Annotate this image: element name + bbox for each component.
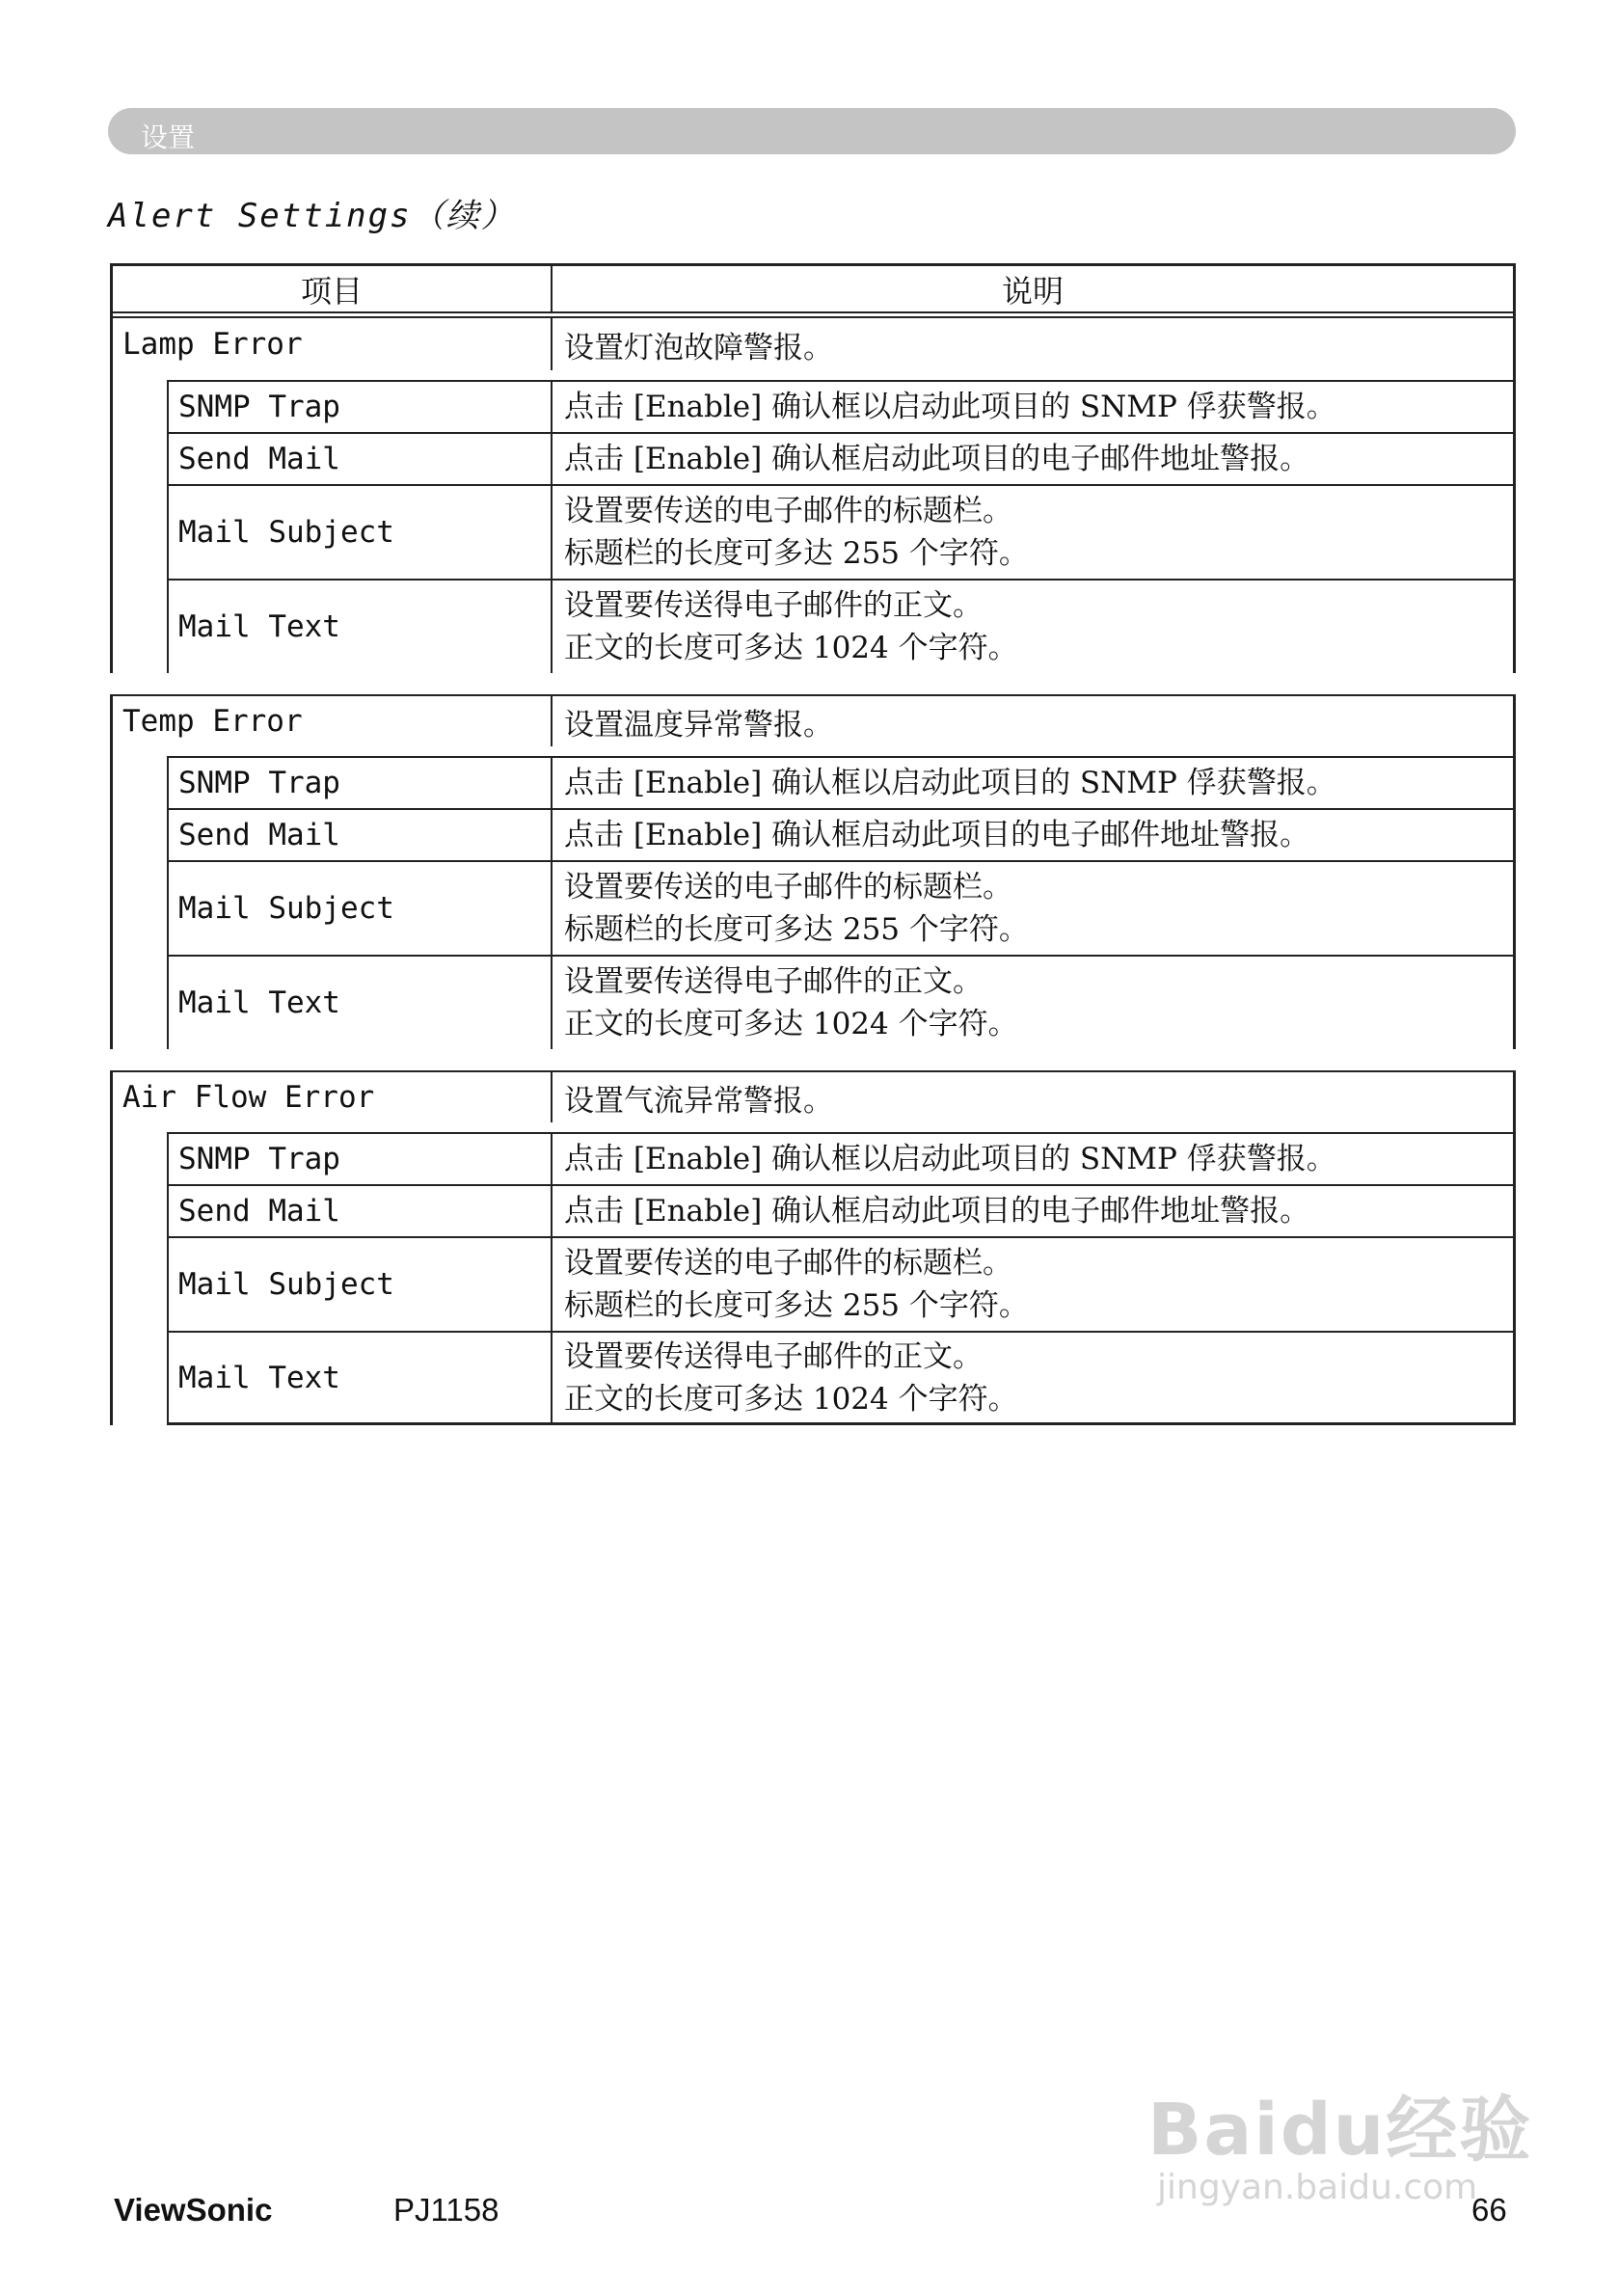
table-header — [110, 263, 1516, 311]
section-header-bar — [108, 108, 1516, 154]
row-item: Mail Text — [169, 581, 553, 673]
sub-items-block — [110, 1132, 1516, 1425]
table-row — [169, 955, 1513, 1049]
group-spacer — [110, 746, 1516, 756]
row-item: Mail Subject — [169, 486, 553, 579]
group-spacer — [110, 1122, 1516, 1132]
row-description — [553, 1333, 1513, 1422]
footer-model: PJ1158 — [393, 2192, 499, 2228]
table-row — [169, 860, 1513, 955]
watermark — [1147, 2073, 1532, 2207]
row-item: Send Mail — [169, 434, 553, 484]
group-gap — [110, 1049, 1516, 1070]
description-line: 标题栏的长度可多达 255 个字符。 — [564, 912, 1029, 947]
row-description — [553, 1238, 1513, 1331]
row-item: Send Mail — [169, 810, 553, 860]
row-item: SNMP Trap — [169, 758, 553, 808]
description-line: 点击 [Enable] 确认框启动此项目的电子邮件地址警报。 — [564, 442, 1310, 476]
row-description — [553, 581, 1513, 673]
table-body — [110, 318, 1516, 1425]
header-description: 说明 — [1001, 272, 1064, 310]
row-item: SNMP Trap — [169, 382, 553, 432]
footer-brand: ViewSonic — [114, 2192, 273, 2228]
description-line: 标题栏的长度可多达 255 个字符。 — [564, 1288, 1029, 1323]
group-gap — [110, 673, 1516, 694]
table-row — [169, 1132, 1513, 1184]
row-description — [553, 862, 1513, 955]
description-line: 设置要传送的电子邮件的标题栏。 — [564, 870, 1012, 905]
row-description — [553, 957, 1513, 1049]
row-description — [553, 1186, 1513, 1236]
group-description: 设置温度异常警报。 — [564, 707, 833, 743]
group-description: 设置灯泡故障警报。 — [564, 330, 833, 365]
sub-items — [167, 380, 1513, 673]
page-subtitle: Alert Settings（续） — [108, 197, 516, 235]
group-spacer — [110, 370, 1516, 380]
table-row — [169, 808, 1513, 860]
table-row — [169, 579, 1513, 673]
description-line: 点击 [Enable] 确认框以启动此项目的 SNMP 俘获警报。 — [564, 766, 1336, 800]
alert-settings-table — [110, 263, 1516, 1425]
sub-items-block — [110, 756, 1516, 1049]
row-item: Mail Text — [169, 1333, 553, 1422]
group-name: Air Flow Error — [113, 1072, 553, 1122]
group-description: 设置气流异常警报。 — [564, 1083, 833, 1119]
description-line: 设置要传送得电子邮件的正文。 — [564, 588, 983, 623]
row-description — [553, 382, 1513, 432]
table-row — [169, 484, 1513, 579]
header-double-rule — [110, 311, 1516, 318]
description-line: 正文的长度可多达 1024 个字符。 — [564, 1007, 1018, 1041]
description-line: 点击 [Enable] 确认框以启动此项目的 SNMP 俘获警报。 — [564, 1142, 1336, 1176]
group-row — [110, 1070, 1516, 1122]
row-description — [553, 434, 1513, 484]
table-row — [169, 1236, 1513, 1331]
row-description — [553, 758, 1513, 808]
description-line: 设置要传送的电子邮件的标题栏。 — [564, 494, 1012, 528]
description-line: 正文的长度可多达 1024 个字符。 — [564, 1381, 1018, 1417]
description-line: 点击 [Enable] 确认框启动此项目的电子邮件地址警报。 — [564, 818, 1310, 852]
table-row — [169, 380, 1513, 432]
group-name: Lamp Error — [113, 318, 553, 370]
row-item: Mail Subject — [169, 862, 553, 955]
page-number: 66 — [1471, 2192, 1507, 2228]
table-row — [169, 1331, 1513, 1425]
sub-items-block — [110, 380, 1516, 673]
row-item: Mail Subject — [169, 1238, 553, 1331]
group-row — [110, 318, 1516, 370]
description-line: 点击 [Enable] 确认框以启动此项目的 SNMP 俘获警报。 — [564, 390, 1336, 424]
table-row — [169, 756, 1513, 808]
description-line: 设置要传送得电子邮件的正文。 — [564, 1338, 983, 1374]
row-description — [553, 486, 1513, 579]
table-row — [169, 1184, 1513, 1236]
group-row — [110, 694, 1516, 746]
row-item: Mail Text — [169, 957, 553, 1049]
description-line: 标题栏的长度可多达 255 个字符。 — [564, 536, 1029, 571]
row-description — [553, 810, 1513, 860]
description-line: 设置要传送的电子邮件的标题栏。 — [564, 1246, 1012, 1281]
row-item: Send Mail — [169, 1186, 553, 1236]
sub-items — [167, 1132, 1513, 1425]
table-row — [169, 432, 1513, 484]
row-item: SNMP Trap — [169, 1134, 553, 1184]
row-description — [553, 1134, 1513, 1184]
description-line: 点击 [Enable] 确认框启动此项目的电子邮件地址警报。 — [564, 1194, 1310, 1229]
watermark-url: jingyan.baidu.com — [1157, 2168, 1478, 2207]
description-line: 正文的长度可多达 1024 个字符。 — [564, 631, 1018, 665]
group-name: Temp Error — [113, 696, 553, 746]
description-line: 设置要传送得电子邮件的正文。 — [564, 964, 983, 999]
watermark-logo: Baidu经验 — [1147, 2089, 1533, 2172]
section-title: 设置 — [141, 122, 196, 153]
sub-items — [167, 756, 1513, 1049]
header-item: 项目 — [113, 266, 553, 311]
